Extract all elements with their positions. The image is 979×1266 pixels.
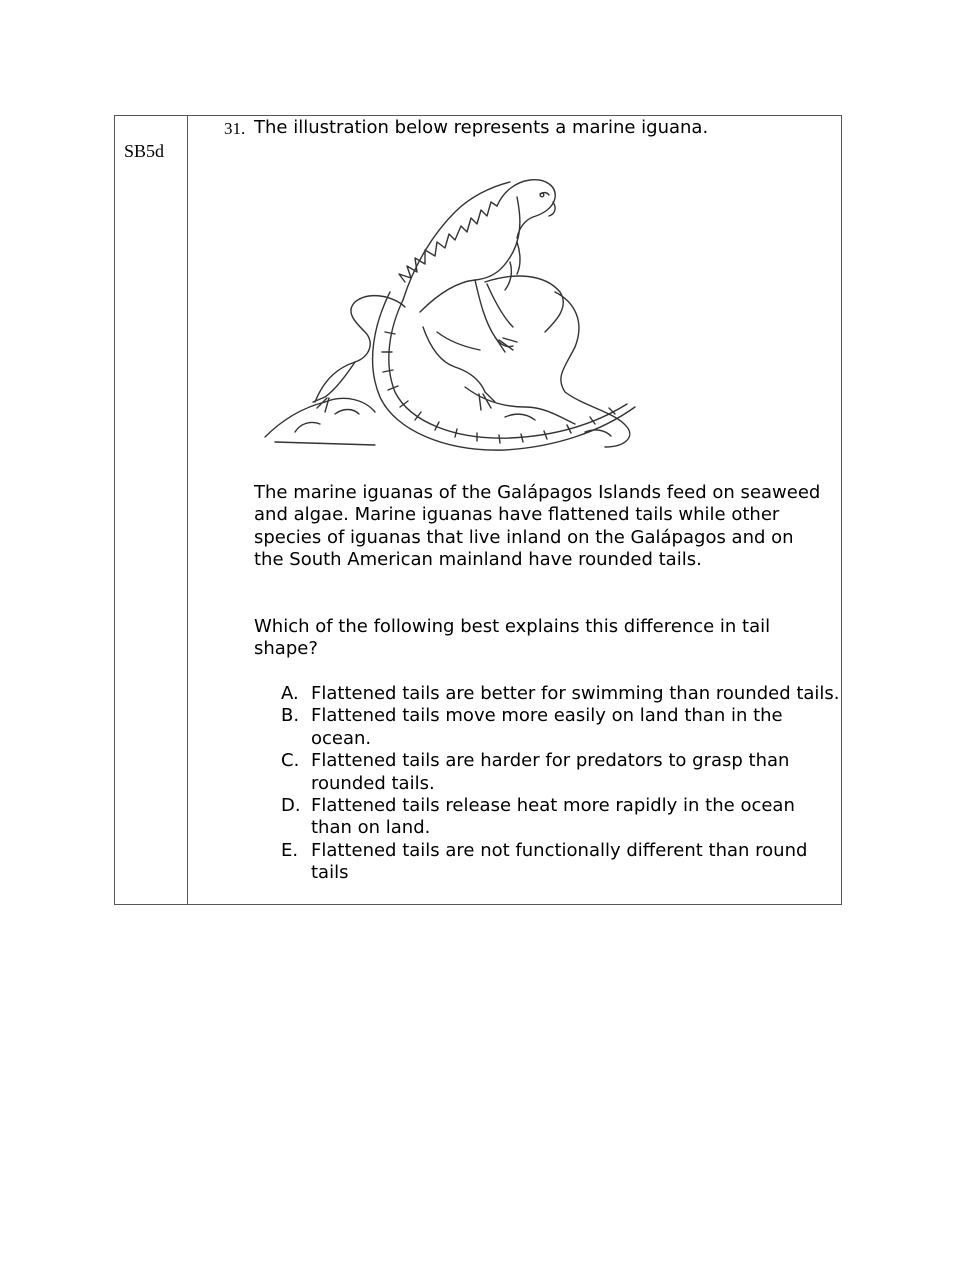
choice-letter: A. xyxy=(281,683,299,704)
choice-text: Flattened tails release heat more rapidly in the ocean than on land. xyxy=(311,795,795,839)
answer-choice-d[interactable] xyxy=(281,795,841,840)
question-table xyxy=(114,115,842,905)
choice-letter: C. xyxy=(281,750,300,772)
question-stem: The illustration below represents a marine iguana. xyxy=(254,117,709,138)
answer-choices xyxy=(281,683,841,885)
answer-choice-c[interactable] xyxy=(281,750,841,795)
question-prompt: Which of the following best explains this difference in tail shape? xyxy=(254,616,771,660)
column-divider xyxy=(187,116,188,904)
choice-text: Flattened tails are harder for predators to grasp than rounded tails. xyxy=(311,750,790,794)
choice-text: Flattened tails move more easily on land than in the ocean. xyxy=(311,705,783,749)
standard-code: SB5d xyxy=(124,141,165,161)
passage-text: The marine iguanas of the Galápagos Islands feed on seaweed and algae. Marine iguanas have flattened tails while other species of iguanas that live inland on the Galápagos and on the South American mainland have rounded tails. xyxy=(254,482,821,571)
answer-choice-b[interactable] xyxy=(281,705,841,750)
question-number: 31. xyxy=(224,119,246,138)
choice-letter: B. xyxy=(281,705,300,727)
answer-choice-a[interactable] xyxy=(281,683,841,705)
choice-text: Flattened tails are not functionally different than round tails xyxy=(311,839,808,884)
choice-text: Flattened tails are better for swimming than rounded tails. xyxy=(311,683,840,704)
marine-iguana-illustration-icon xyxy=(255,162,645,462)
choice-letter: D. xyxy=(281,795,301,817)
answer-choice-e[interactable] xyxy=(281,840,841,885)
choice-letter: E. xyxy=(281,839,299,861)
